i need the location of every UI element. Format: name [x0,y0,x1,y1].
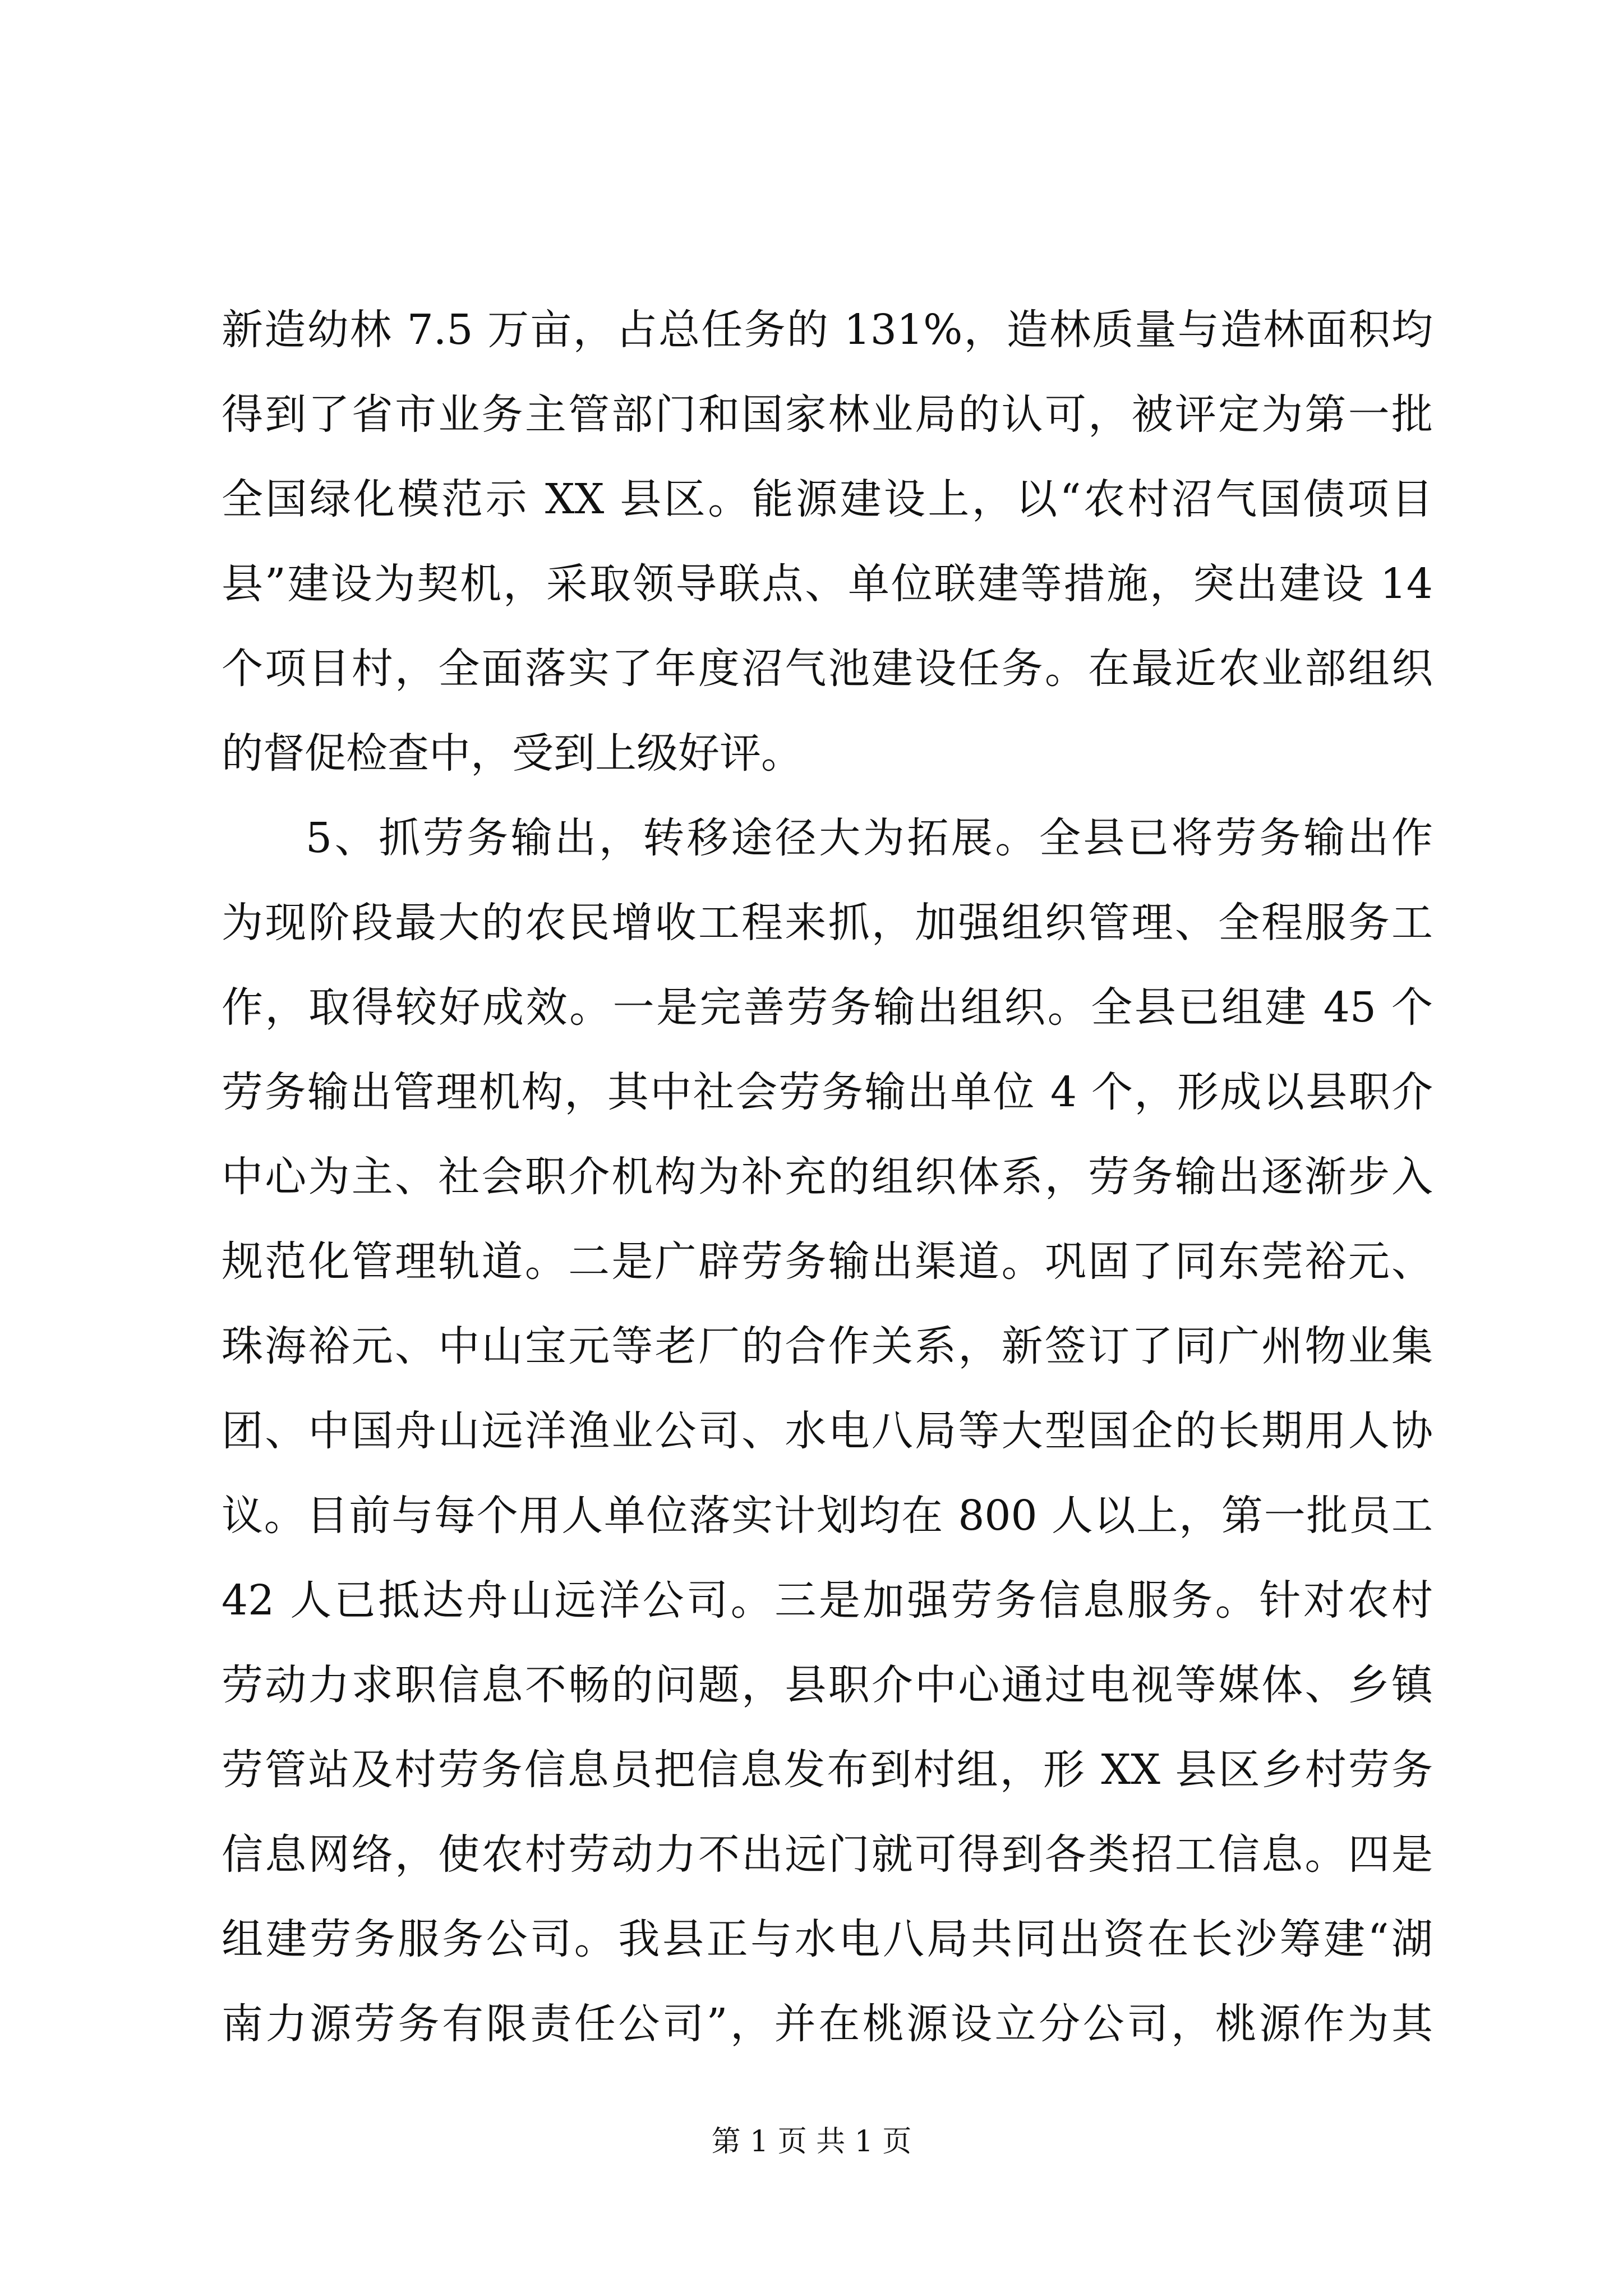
text-line: 劳动力求职信息不畅的问题，县职介中心通过电视等媒体、乡镇 [222,1661,1433,1709]
text-line: 劳管站及村劳务信息员把信息发布到村组，形 XX 县区乡村劳务 [222,1746,1433,1794]
text-line: 珠海裕元、中山宝元等老厂的合作关系，新签订了同广州物业集 [222,1322,1433,1370]
paragraph-start-line: 5、抓劳务输出，转移途径大为拓展。全县已将劳务输出作 [306,814,1433,862]
text-line: 南力源劳务有限责任公司”，并在桃源设立分公司，桃源作为其 [222,2000,1433,2048]
text-line: 全国绿化模范示 XX 县区。能源建设上，以“农村沼气国债项目 [222,475,1433,523]
text-line: 劳务输出管理机构，其中社会劳务输出单位 4 个，形成以县职介 [222,1068,1433,1116]
text-line: 新造幼林 7.5 万亩，占总任务的 131%，造林质量与造林面积均 [222,306,1433,354]
text-line: 得到了省市业务主管部门和国家林业局的认可，被评定为第一批 [222,390,1433,439]
text-line: 议。目前与每个用人单位落实计划均在 800 人以上，第一批员工 [222,1492,1433,1540]
text-line: 信息网络，使农村劳动力不出远门就可得到各类招工信息。四是 [222,1830,1433,1879]
text-line: 团、中国舟山远洋渔业公司、水电八局等大型国企的长期用人协 [222,1407,1433,1455]
text-line: 县”建设为契机，采取领导联点、单位联建等措施，突出建设 14 [222,560,1433,608]
text-line: 作，取得较好成效。一是完善劳务输出组织。全县已组建 45 个 [222,983,1433,1032]
text-line: 42 人已抵达舟山远洋公司。三是加强劳务信息服务。针对农村 [222,1576,1433,1625]
text-line: 规范化管理轨道。二是广辟劳务输出渠道。巩固了同东莞裕元、 [222,1237,1433,1286]
text-line: 中心为主、社会职介机构为补充的组织体系，劳务输出逐渐步入 [222,1153,1433,1201]
text-line: 的督促检查中，受到上级好评。 [222,729,803,777]
text-line: 组建劳务服务公司。我县正与水电八局共同出资在长沙筹建“湖 [222,1915,1433,1963]
page-number-footer: 第 1 页 共 1 页 [711,2125,912,2159]
text-line: 个项目村，全面落实了年度沼气池建设任务。在最近农业部组织 [222,645,1433,693]
text-line: 为现阶段最大的农民增收工程来抓，加强组织管理、全程服务工 [222,899,1433,947]
